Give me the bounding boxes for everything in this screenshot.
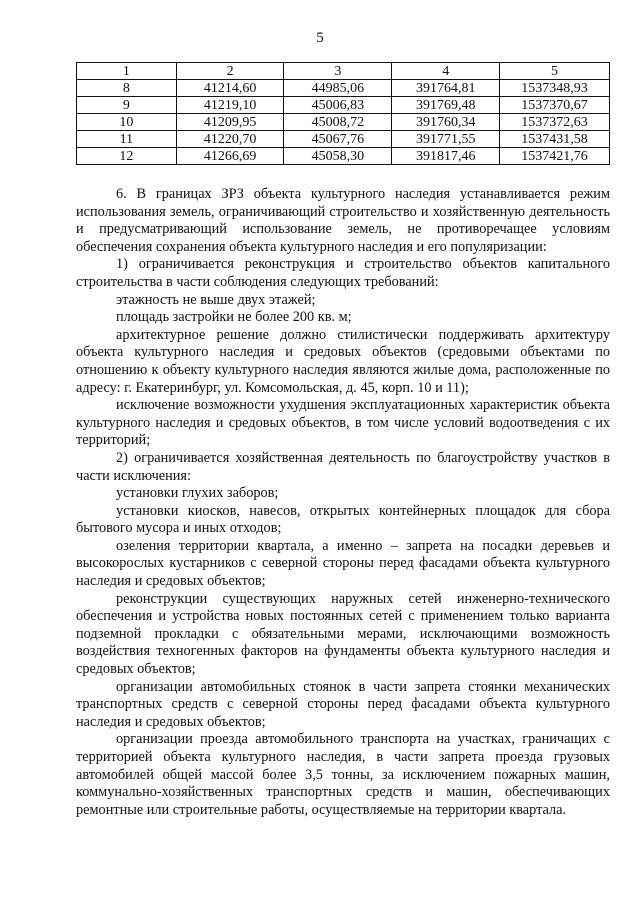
paragraph: озеления территории квартала, а именно – запрета на посадки деревьев и высокорослых кустарников с северной стороны перед фасадами объекта культурного наследия и средовых объектов; xyxy=(76,537,610,590)
coordinates-table xyxy=(76,62,610,165)
table-row xyxy=(77,80,610,97)
table-cell: 41214,60 xyxy=(176,80,284,97)
table-cell: 41209,95 xyxy=(176,114,284,131)
table-cell: 45006,83 xyxy=(284,97,392,114)
table-cell: 10 xyxy=(77,114,177,131)
table-cell: 41266,69 xyxy=(176,148,284,165)
paragraph: 1) ограничивается реконструкция и строительство объектов капитального строительства в части соблюдения следующих требований: xyxy=(76,256,610,290)
table-cell: 45067,76 xyxy=(284,131,392,148)
table-cell: 391771,55 xyxy=(392,131,500,148)
table-cell: 12 xyxy=(77,148,177,165)
table-cell: 391769,48 xyxy=(392,97,500,114)
table-cell: 1537348,93 xyxy=(500,80,610,97)
table-cell: 45008,72 xyxy=(284,114,392,131)
paragraph: архитектурное решение должно стилистически поддерживать архитектуру объекта культурного наследия и средовых объектов (средовыми объектами по отношению к объекту культурного наследия являются жилые дома, расположенные по адресу: г. Екатеринбург, ул. Комсомольская, д. 45, корп. 10 и 11); xyxy=(76,326,610,396)
table-cell: 11 xyxy=(77,131,177,148)
table-cell: 41220,70 xyxy=(176,131,284,148)
table-row xyxy=(77,114,610,131)
table-header-cell: 1 xyxy=(77,63,177,80)
table-cell: 41219,10 xyxy=(176,97,284,114)
paragraph: организации проезда автомобильного транспорта на участках, граничащих с территорией объекта культурного наследия, в части запрета проезда грузовых автомобилей общей массой более 3,5 тонны, за исключением пожарных машин, коммунально-хозяйственных транспортных средств и машин, обеспечивающих ремонтные или строительные работы, осуществляемые на территории квартала. xyxy=(76,731,610,818)
table-cell: 1537421,76 xyxy=(500,148,610,165)
paragraph: реконструкции существующих наружных сетей инженерно-технического обеспечения и устройства новых постоянных сетей с применением только варианта подземной прокладки с обязательными мерами, исключающими возможность воздействия техногенных факторов на фундаменты объекта культурного наследия и средовых объектов; xyxy=(76,590,610,678)
page-number: 5 xyxy=(316,30,324,46)
table-cell: 1537431,58 xyxy=(500,131,610,148)
paragraph: 2) ограничивается хозяйственная деятельность по благоустройству участков в части исключения: xyxy=(76,449,610,484)
table-cell: 391760,34 xyxy=(392,114,500,131)
table-cell: 1537370,67 xyxy=(500,97,610,114)
table-row xyxy=(77,131,610,148)
table-header-cell: 2 xyxy=(176,63,284,80)
document-body xyxy=(76,186,610,819)
paragraph: этажность не выше двух этажей; xyxy=(116,291,316,308)
paragraph: организации автомобильных стоянок в части запрета стоянки механических транспортных средств с северной стороны перед фасадами объекта культурного наследия и средовых объектов; xyxy=(76,678,610,730)
table-cell: 1537372,63 xyxy=(500,114,610,131)
table-cell: 8 xyxy=(77,80,177,97)
table-cell: 45058,30 xyxy=(284,148,392,165)
table-header-cell: 4 xyxy=(392,63,500,80)
paragraph: площадь застройки не более 200 кв. м; xyxy=(116,309,352,326)
table-cell: 44985,06 xyxy=(284,80,392,97)
paragraph: установки киосков, навесов, открытых контейнерных площадок для сбора бытового мусора и иных отходов; xyxy=(76,502,610,537)
paragraph: 6. В границах ЗРЗ объекта культурного наследия устанавливается режим использования земель, ограничивающий строительство и хозяйственную деятельность и предусматривающий использование земель, не противоречащее условиям обеспечения сохранения объекта культурного наследия и его популяризации: xyxy=(76,186,610,255)
table-cell: 9 xyxy=(77,97,177,114)
table-header-row xyxy=(77,63,610,80)
table-header-cell: 5 xyxy=(500,63,610,80)
table-row xyxy=(77,148,610,165)
table-header-cell: 3 xyxy=(284,63,392,80)
table-cell: 391764,81 xyxy=(392,80,500,97)
paragraph: исключение возможности ухудшения эксплуатационных характеристик объекта культурного наследия и средовых объектов, в том числе условий водоотведения с их территорий; xyxy=(76,397,610,449)
paragraph: установки глухих заборов; xyxy=(116,485,279,502)
table-cell: 391817,46 xyxy=(392,148,500,165)
table-row xyxy=(77,97,610,114)
